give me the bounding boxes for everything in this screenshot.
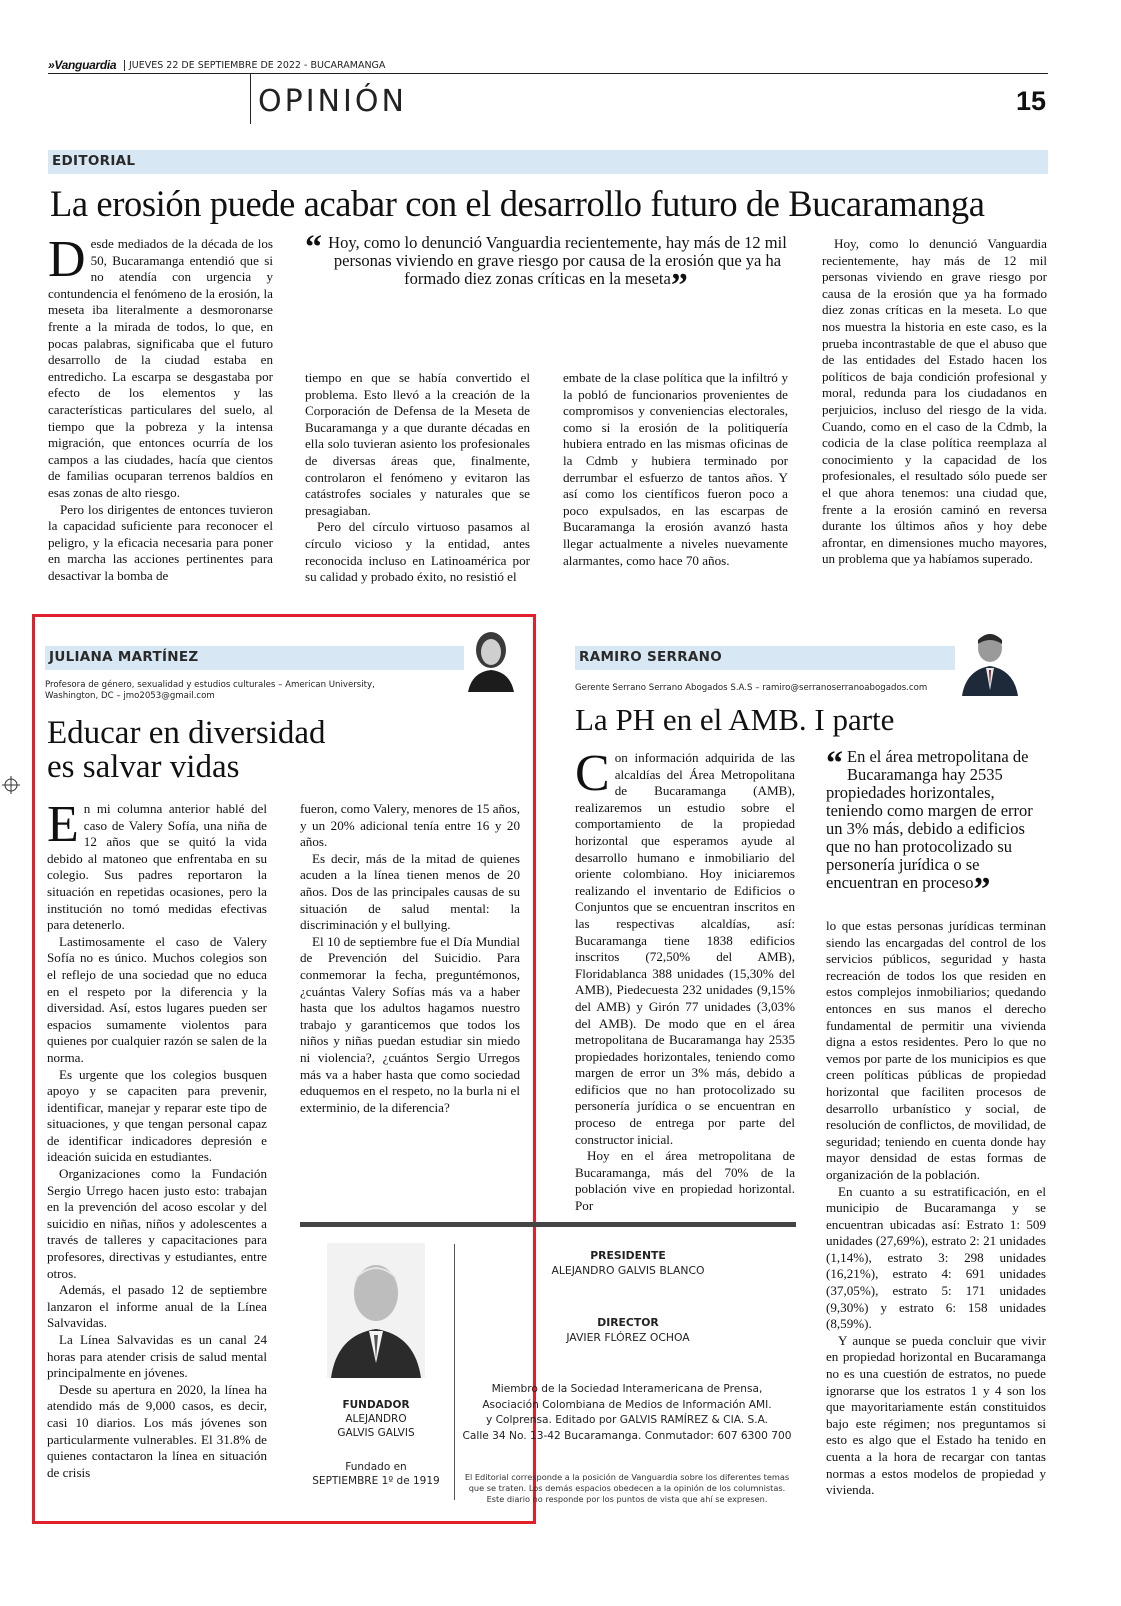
editorial-col-2 <box>305 370 530 586</box>
serrano-author: RAMIRO SERRANO <box>579 649 723 665</box>
martinez-bio: Profesora de género, sexualidad y estudios culturales – American University, Washington, DC – jmo2053@gmail.com <box>45 680 375 701</box>
martinez-paragraph: Lastimosamente el caso de Valery Sofía no es único. Muchos colegios son el reflejo de una sociedad que no educa en el respeto por la diferencia y la diversidad. Así, estos lugares pueden ser espacios sumamente violentos para quienes por cualquier razón se salen de la norma. <box>47 933 267 1065</box>
director-block <box>530 1315 726 1345</box>
editorial-paragraph: Pero del círculo virtuoso pasamos al círculo vicioso y la entidad, antes reconocida incluso en Latinoamérica por su calidad y probado éxito, no resistió el <box>305 519 530 585</box>
editorial-tag: EDITORIAL <box>52 153 136 169</box>
editorial-col-3 <box>563 370 788 569</box>
header-section-divider <box>250 74 251 124</box>
serrano-headline: La PH en el AMB. I parte <box>575 702 895 737</box>
martinez-paragraph: La Línea Salvavidas es un canal 24 horas para atender crisis de salud mental principalmente en jóvenes. <box>47 1332 267 1381</box>
membership-line: Miembro de la Sociedad Interamericana de Prensa, <box>491 1383 763 1395</box>
logo-chevron-icon: » <box>48 58 55 72</box>
serrano-col-1 <box>575 745 795 1215</box>
founder-name-1: ALEJANDRO <box>345 1413 407 1425</box>
membership-block <box>462 1382 792 1444</box>
martinez-paragraph: El 10 de septiembre fue el Día Mundial de Prevención del Suicidio. Para conmemorar la fecha, preguntémonos, ¿cuántas Valery Sofías más va a haber hasta que los adultos hagamos nuestro trabajo y garanticemos que todos los niños y niñas puedan estudiar sin miedo ni violencia?, ¿cuántos Sergio Urregos más va a haber hasta que como sociedad eduquemos en el respeto, no la burla ni el exterminio, de la diferencia? <box>300 933 520 1115</box>
president-block <box>530 1248 726 1278</box>
header-logo: »Vanguardia <box>48 58 117 72</box>
open-quote-icon: “ <box>305 229 322 266</box>
disclaimer-line: que se traten. Los demás espacios obedecen a la opinión de los columnistas. <box>468 1483 786 1493</box>
masthead-divider <box>454 1244 455 1500</box>
editorial-col-4 <box>822 236 1047 568</box>
martinez-paragraph: fueron, como Valery, menores de 15 años, y un 20% adicional tenía entre 16 y 20 años. <box>300 801 520 850</box>
director-name: JAVIER FLÓREZ OCHOA <box>566 1331 690 1344</box>
serrano-paragraph: Y aunque se pueda concluir que vivir en propiedad horizontal en Bucaramanga no es una cuestión de estratos, no puede ignorarse que los estratos 1 y 4 son los que mayoritariamente están constituidos bajo este régimen; nos preguntamos si esto es algo que el Estado ha tenido en cuenta a la hora de recargar con tantas normas a estos modelos de propiedad y vivienda. <box>826 1332 1046 1498</box>
editorial-dropcap: D <box>48 231 86 288</box>
martinez-col-1 <box>47 796 267 1481</box>
martinez-paragraph: En mi columna anterior hablé del caso de Valery Sofía, una niña de 12 años que se quitó la vida debido al matoneo que enfrentaba en su colegio. Sus padres reportaron la situación en repetidas ocasiones, pero la institución no tomó medidas efectivas para detenerlo. <box>47 796 267 933</box>
serrano-avatar <box>960 624 1020 696</box>
disclaimer-line: Este diario no responde por los puntos de vista que ahí se expresen. <box>486 1494 768 1504</box>
editorial-paragraph: embate de la clase política que la infiltró y la pobló de funcionarios provenientes de compromisos y conveniencias electorales, como si la erosión de la politiquería hubiera entrado en las mismas oficinas de la Cdmb y hubiera terminado por derrumbar el esfuerzo de tantos años. Y así como los científicos fueron poco a poco expulsados, en las escarpas de Bucaramanga la erosión avanzó hasta llegar actualmente a niveles nuevamente alarmantes, como hace 70 años. <box>563 370 788 568</box>
martinez-paragraph: Además, el pasado 12 de septiembre lanzaron el informe anual de la Línea Salvavidas. <box>47 1282 267 1331</box>
editorial-tag-bar <box>48 150 1048 174</box>
director-label: DIRECTOR <box>597 1316 659 1329</box>
serrano-col-2 <box>826 918 1046 1499</box>
serrano-paragraph: Con información adquirida de las alcaldías del Área Metropolitana de Bucaramanga (AMB), realizaremos un estudio sobre el comportamiento de la propiedad horizontal que esperamos ayude al desarrollo humano e inmobiliario del oriente colombiano. Hoy iniciaremos realizando el inventario de Edificios o Conjuntos que se encuentran inscritos en las respectivas alcaldías, así: Bucaramanga tiene 1838 edificios inscritos (72,50% del AMB), Floridablanca 388 unidades (15,30% del AMB), Piedecuesta 232 unidades (9,15% del AMB) y Girón 77 unidades (3,03% del AMB). De modo que en el área metropolitana de Bucaramanga hay 2535 propiedades horizontales, teniendo como margen de error un 3% más, debido a edificios que no han protocolizado su personería jurídica o se encuentran en proceso de entrega por parte del constructor inicial. <box>575 745 795 1147</box>
founder-label: FUNDADOR <box>342 1399 410 1411</box>
header-dateline: JUEVES 22 DE SEPTIEMBRE DE 2022 - BUCARAMANGA <box>124 60 385 71</box>
founder-block <box>310 1398 442 1488</box>
masthead-top-rule <box>300 1222 796 1227</box>
close-quote-icon: ” <box>670 267 688 305</box>
martinez-headline-line-1: Educar en diversidad <box>47 715 326 751</box>
serrano-paragraph: lo que estas personas jurídicas terminan siendo las encargadas del control de los servicios públicos, seguridad y hasta recreación de todos los que residen en estos complejos inmobiliarios; quedando entonces en sus manos el derecho fundamental de permitir una vivienda digna a estos residentes. Pero lo que no vemos por parte de los municipios es que creen políticas públicas de propiedad horizontal que faciliten procesos de desarrollo urbanístico y social, de resolución de conflictos, de movilidad, de seguridad; teniendo en cuenta donde hay mayor densidad de estas formas de organización de la población. <box>826 918 1046 1182</box>
serrano-pull-quote: “ En el área metropolitana de Bucaramanga hay 2535 propiedades horizontales, teniendo como margen de error un 3% más, debido a edificios que no han protocolizado su personería jurídica o se encuentran en proceso” <box>826 745 1033 908</box>
martinez-author: JULIANA MARTÍNEZ <box>49 649 199 665</box>
registration-mark-icon <box>2 776 20 794</box>
martinez-paragraph: Desde su apertura en 2020, la línea ha atendido más de 9,000 casos, es decir, casi 10 diarios. Los más jóvenes son particularmente vulnerables. El 31.8% de quienes contactaron la línea en situación de crisis <box>47 1381 267 1480</box>
open-quote-icon: “ <box>826 745 843 782</box>
disclaimer-block <box>462 1472 792 1505</box>
serrano-dropcap: C <box>575 745 610 802</box>
membership-line: Calle 34 No. 13-42 Bucaramanga. Conmutador: 607 6300 700 <box>462 1429 792 1442</box>
section-title: OPINIÓN <box>258 84 407 119</box>
founder-photo <box>327 1243 425 1378</box>
serrano-paragraph: En cuanto a su estratificación, en el municipio de Bucaramanga y se encuentran ubicadas así: Estrato 1: 509 unidades (27,69%), estrato 2: 21 unidades (1,14%), estrato 3: 298 unidades (16,21%), estrato 4: 691 unidades (37,05%), estrato 5: 171 unidades (9,30%) y estrato 6: 158 unidades (8,59%). <box>826 1183 1046 1332</box>
serrano-tag-bar <box>575 646 955 670</box>
martinez-avatar <box>464 620 518 692</box>
martinez-paragraph: Es decir, más de la mitad de quienes acuden a la línea tienen menos de 20 años. Dos de las principales causas de su situación de salud mental: la discriminación y el bullying. <box>300 850 520 933</box>
president-label: PRESIDENTE <box>590 1249 666 1262</box>
founded-date: SEPTIEMBRE 1º de 1919 <box>312 1475 440 1487</box>
founder-name-2: GALVIS GALVIS <box>337 1427 415 1439</box>
editorial-paragraph: Hoy, como lo denunció Vanguardia recientemente, hay más de 12 mil personas viviendo en grave riesgo por causa de la erosión que ya ha formado diez zonas críticas en la meseta. Lo que nos muestra la historia en este caso, es la prueba incontrastable de que el abuso que de las entidades del Estado hacen los políticos de baja condición profesional y moral, redunda para los ciudadanos en perjuicios, incluso del riesgo de la vida. Cuando, como en el caso de la Cdmb, la codicia de la clase política reemplaza al conocimiento y la capacidad de los profesionales, el resultado sólo puede ser el que ahora tenemos: una ciudad que, frente a la erosión caminó en reversa durante los últimos años y hoy debe afrontar, en dimensiones mucho mayores, un problema que ya habíamos superado. <box>822 236 1047 567</box>
membership-line: y Colprensa. Editado por GALVIS RAMÍREZ & CIA. S.A. <box>485 1414 769 1426</box>
martinez-paragraph: Organizaciones como la Fundación Sergio Urrego hacen justo esto: trabajan en la prevención del acoso escolar y del suicidio en niñas, niños y adolescentes a través de talleres y capacitaciones para profesores, directivas y estudiantes, entre otros. <box>47 1166 267 1281</box>
martinez-col-2 <box>300 801 520 1116</box>
martinez-paragraph: Es urgente que los colegios busquen apoyo y se capaciten para prevenir, identificar, manejar y reparar este tipo de situaciones, y que tengan personal capaz de identificar indicadores depresión e ideación suicida en estudiantes. <box>47 1066 267 1165</box>
martinez-dropcap: E <box>47 796 79 853</box>
serrano-paragraph: Hoy en el área metropolitana de Bucaramanga, más del 70% de la población vive en propiedad horizontal. Por <box>575 1148 795 1214</box>
martinez-headline <box>47 716 326 784</box>
martinez-headline-line-2: es salvar vidas <box>47 749 240 785</box>
disclaimer-line: El Editorial corresponde a la posición de Vanguardia sobre los diferentes temas <box>464 1472 790 1482</box>
editorial-headline: La erosión puede acabar con el desarrollo futuro de Bucaramanga <box>50 183 985 224</box>
serrano-bio: Gerente Serrano Serrano Abogados S.A.S – ramiro@serranoserranoabogados.com <box>575 683 928 693</box>
membership-line: Asociación Colombiana de Medios de Información AMI. <box>482 1398 772 1411</box>
president-name: ALEJANDRO GALVIS BLANCO <box>551 1264 705 1277</box>
editorial-paragraph: tiempo en que se había convertido el problema. Esto llevó a la creación de la Corporación de Defensa de la Meseta de Bucaramanga y a que durante décadas en ella solo tuvieran asiento los profesionales de diversas áreas que, finalmente, controlaron el fenómeno y evitaron las catástrofes sociales y naturales que se presagiaban. <box>305 370 530 518</box>
page-number: 15 <box>1016 86 1047 116</box>
martinez-tag-bar <box>45 646 475 670</box>
founded-label: Fundado en <box>345 1461 407 1473</box>
editorial-paragraph: Pero los dirigentes de entonces tuvieron la capacidad suficiente para reconocer el peligro, y la eficacia necesaria para poner en marcha las acciones pertinentes para desactivar la bomba de <box>48 501 273 583</box>
header-rule <box>48 73 1048 74</box>
editorial-col-1 <box>48 231 273 584</box>
close-quote-icon: ” <box>973 871 991 908</box>
editorial-pull-quote: “ Hoy, como lo denunció Vanguardia recientemente, hay más de 12 mil personas viviendo en grave riesgo por causa de la erosión que ya ha formado diez zonas críticas en la meseta” <box>305 229 787 305</box>
editorial-paragraph: Desde mediados de la década de los 50, Bucaramanga entendió que si no atendía con urgencia y contundencia el fenómeno de la erosión, la meseta iba literalmente a desmoronarse frente a la mirada de todos, lo que, en pocas palabras, significaba que el futuro desarrollo de la ciudad estaba en entredicho. La escarpa se desgastaba por efecto de los elementos y las características particulares del suelo, al tiempo que la pobreza y la intensa migración, que entonces ocurría de los campos a las ciudades, hacía que cientos de familias ocuparan terrenos baldíos en esas zonas de alto riesgo. <box>48 231 273 500</box>
